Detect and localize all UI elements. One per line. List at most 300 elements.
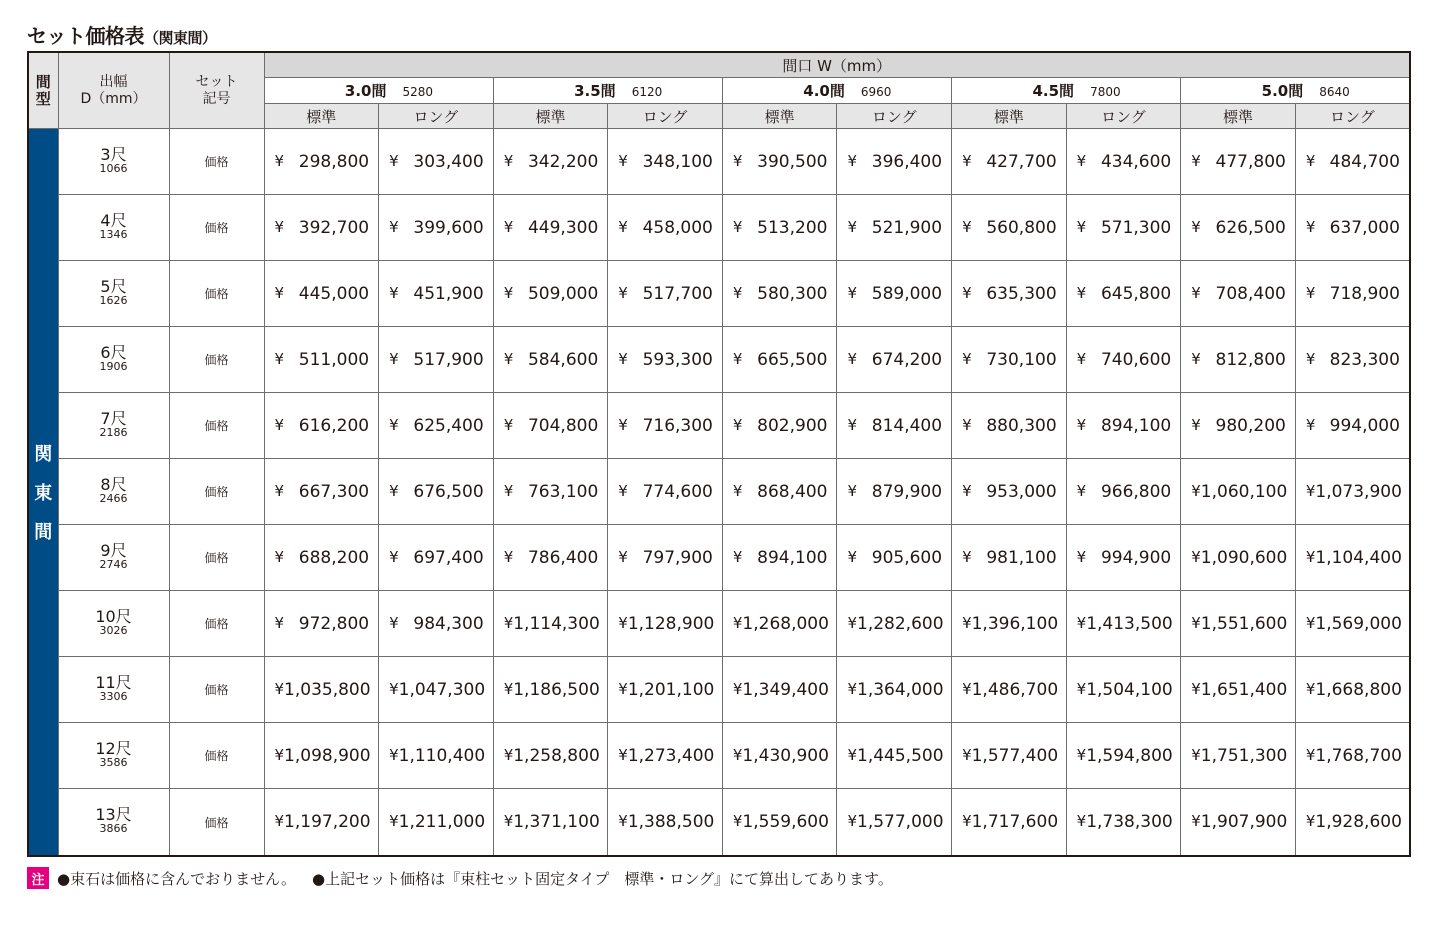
price-amount: 513,200 <box>757 217 828 238</box>
yen-sign: ¥ <box>962 745 972 764</box>
price-amount: 1,258,800 <box>513 745 600 766</box>
price-wrap <box>1067 152 1181 172</box>
price-cell <box>1181 459 1296 525</box>
yen-sign: ¥ <box>1076 679 1087 698</box>
price-amount: 458,000 <box>642 217 713 238</box>
price-wrap <box>1067 680 1181 700</box>
table-row <box>28 591 1410 657</box>
yen-sign: ¥ <box>1191 151 1201 170</box>
price-amount: 1,035,800 <box>284 679 371 700</box>
price-cell <box>493 393 608 459</box>
price-amount: 517,700 <box>642 283 713 304</box>
depth-col-header <box>58 52 169 129</box>
size-mm: 8640 <box>1319 85 1350 99</box>
price-amount: 445,000 <box>298 283 370 304</box>
depth-shaku: 8尺 <box>100 474 127 494</box>
yen-sign: ¥ <box>962 812 972 831</box>
price-wrap <box>1181 680 1295 700</box>
price-amount: 1,430,900 <box>742 745 829 766</box>
price-wrap <box>1296 152 1409 172</box>
depth-shaku: 7尺 <box>100 408 127 428</box>
price-wrap <box>608 482 722 502</box>
price-cell <box>608 657 723 723</box>
price-wrap <box>265 746 379 766</box>
price-wrap <box>494 284 608 304</box>
price-cell <box>379 393 494 459</box>
price-amount: 1,211,000 <box>398 812 486 833</box>
price-amount: 1,738,300 <box>1086 812 1173 833</box>
depth-shaku: 9尺 <box>100 540 127 560</box>
yen-sign: ¥ <box>618 481 628 500</box>
price-cell <box>264 393 379 459</box>
depth-mm: 2466 <box>99 491 128 505</box>
price-amount: 511,000 <box>298 349 370 370</box>
table-row <box>28 393 1410 459</box>
yen-sign: ¥ <box>618 547 628 566</box>
yen-sign: ¥ <box>1076 547 1087 566</box>
header-row-1 <box>28 52 1410 78</box>
yen-sign: ¥ <box>274 481 285 500</box>
price-cell <box>1181 525 1296 591</box>
price-cell <box>379 657 494 723</box>
yen-sign: ¥ <box>618 151 628 170</box>
price-amount: 593,300 <box>642 349 713 370</box>
price-wrap <box>952 152 1066 172</box>
price-wrap <box>837 218 951 238</box>
price-amount: 342,200 <box>527 151 599 172</box>
yen-sign: ¥ <box>1076 481 1087 500</box>
price-cell <box>493 591 608 657</box>
price-cell <box>493 789 608 856</box>
price-wrap <box>723 152 837 172</box>
price-cell <box>1066 195 1181 261</box>
price-amount: 348,100 <box>642 151 713 172</box>
size-header <box>264 78 493 104</box>
yen-sign: ¥ <box>274 283 285 302</box>
price-amount: 688,200 <box>298 547 370 568</box>
price-cell <box>1181 261 1296 327</box>
price-cell <box>493 525 608 591</box>
set-label-cell: 価格 <box>169 195 264 261</box>
price-cell <box>264 261 379 327</box>
price-wrap <box>379 746 493 766</box>
price-cell <box>722 195 837 261</box>
yen-sign: ¥ <box>1076 151 1087 170</box>
yen-sign: ¥ <box>1191 217 1201 236</box>
yen-sign: ¥ <box>503 415 514 434</box>
yen-sign: ¥ <box>847 283 858 302</box>
price-wrap <box>1067 812 1181 832</box>
price-wrap <box>608 812 722 832</box>
region-label <box>29 440 58 544</box>
price-wrap <box>1296 680 1409 700</box>
yen-sign: ¥ <box>389 283 399 302</box>
price-amount: 1,577,000 <box>857 812 944 833</box>
price-wrap <box>494 548 608 568</box>
price-wrap <box>952 680 1066 700</box>
table-row <box>28 327 1410 393</box>
yen-sign: ¥ <box>962 613 972 632</box>
price-wrap <box>1296 482 1409 502</box>
price-amount: 797,900 <box>642 547 713 568</box>
price-wrap <box>723 812 837 832</box>
price-amount: 868,400 <box>757 481 828 502</box>
price-wrap <box>837 482 951 502</box>
price-amount: 1,060,100 <box>1200 481 1288 502</box>
price-amount: 637,000 <box>1329 217 1400 238</box>
price-cell <box>1295 525 1410 591</box>
price-amount: 1,201,100 <box>627 679 715 700</box>
set-label-cell: 価格 <box>169 327 264 393</box>
price-wrap <box>494 416 608 436</box>
variant-standard-header: 標準 <box>722 104 837 129</box>
set-label-cell: 価格 <box>169 393 264 459</box>
variant-long-header: ロング <box>1295 104 1410 129</box>
price-cell <box>1295 591 1410 657</box>
set-label-cell: 価格 <box>169 261 264 327</box>
yen-sign: ¥ <box>1305 812 1316 831</box>
price-amount: 1,047,300 <box>398 679 486 700</box>
price-cell <box>1295 327 1410 393</box>
yen-sign: ¥ <box>732 481 743 500</box>
depth-shaku: 11尺 <box>95 672 132 692</box>
yen-sign: ¥ <box>1305 679 1316 698</box>
price-wrap <box>608 614 722 634</box>
price-amount: 665,500 <box>757 349 828 370</box>
price-amount: 718,900 <box>1329 283 1400 304</box>
depth-cell <box>58 393 169 459</box>
variant-long-header: ロング <box>379 104 494 129</box>
price-amount: 740,600 <box>1100 349 1172 370</box>
yen-sign: ¥ <box>389 349 399 368</box>
price-cell <box>1181 327 1296 393</box>
price-wrap <box>1067 350 1181 370</box>
price-amount: 396,400 <box>871 151 943 172</box>
price-cell <box>264 195 379 261</box>
note-mark: 注 <box>27 867 49 889</box>
price-cell <box>837 723 952 789</box>
yen-sign: ¥ <box>847 547 858 566</box>
price-wrap <box>1181 482 1295 502</box>
price-wrap <box>494 482 608 502</box>
yen-sign: ¥ <box>274 349 285 368</box>
price-wrap <box>723 218 837 238</box>
price-cell <box>1295 393 1410 459</box>
depth-shaku: 13尺 <box>95 805 132 825</box>
price-cell <box>264 657 379 723</box>
price-amount: 517,900 <box>413 349 484 370</box>
depth-mm: 2746 <box>99 557 128 571</box>
price-amount: 1,445,500 <box>857 745 944 766</box>
yen-sign: ¥ <box>1076 349 1087 368</box>
depth-cell <box>58 459 169 525</box>
size-ken: 4.5間 <box>1032 82 1075 100</box>
price-amount: 708,400 <box>1215 283 1286 304</box>
price-amount: 1,486,700 <box>971 679 1059 700</box>
price-cell <box>264 723 379 789</box>
price-cell <box>1066 129 1181 195</box>
yen-sign: ¥ <box>1191 679 1201 698</box>
price-wrap <box>1181 548 1295 568</box>
price-cell <box>722 393 837 459</box>
yen-sign: ¥ <box>503 613 514 632</box>
yen-sign: ¥ <box>1191 283 1201 302</box>
price-wrap <box>608 746 722 766</box>
price-wrap <box>608 548 722 568</box>
price-amount: 1,668,800 <box>1315 679 1402 700</box>
price-amount: 392,700 <box>298 217 370 238</box>
table-row <box>28 789 1410 856</box>
yen-sign: ¥ <box>962 547 972 566</box>
price-wrap <box>265 350 379 370</box>
depth-cell <box>58 129 169 195</box>
table-row <box>28 459 1410 525</box>
price-cell <box>379 789 494 856</box>
yen-sign: ¥ <box>732 812 743 831</box>
price-wrap <box>1181 152 1295 172</box>
price-amount: 894,100 <box>1100 415 1172 436</box>
yen-sign: ¥ <box>1305 349 1316 368</box>
price-amount: 1,768,700 <box>1315 745 1402 766</box>
size-mm: 6120 <box>631 85 663 99</box>
set-label-cell: 価格 <box>169 459 264 525</box>
price-amount: 1,110,400 <box>398 745 486 766</box>
depth-cell <box>58 195 169 261</box>
price-amount: 1,396,100 <box>971 613 1059 634</box>
region-char: 間 <box>34 522 53 543</box>
price-cell <box>1295 723 1410 789</box>
price-cell <box>379 459 494 525</box>
price-amount: 616,200 <box>298 415 370 436</box>
price-cell <box>952 591 1067 657</box>
price-amount: 1,128,900 <box>627 613 715 634</box>
price-amount: 1,371,100 <box>513 812 600 833</box>
price-cell <box>837 657 952 723</box>
price-amount: 676,500 <box>413 481 484 502</box>
price-cell <box>608 723 723 789</box>
note-text-2: ●上記セット価格は『束柱セット固定タイプ 標準・ロング』にて算出してあります。 <box>312 869 893 888</box>
yen-sign: ¥ <box>1191 812 1201 831</box>
price-wrap <box>608 218 722 238</box>
depth-shaku: 12尺 <box>95 738 132 758</box>
price-cell <box>837 525 952 591</box>
region-col-header <box>28 52 58 129</box>
size-header <box>1181 78 1410 104</box>
yen-sign: ¥ <box>1191 481 1201 500</box>
price-amount: 1,282,600 <box>857 613 944 634</box>
region-char: 東 <box>34 483 53 504</box>
price-cell <box>1295 789 1410 856</box>
price-wrap <box>608 152 722 172</box>
yen-sign: ¥ <box>732 679 743 698</box>
yen-sign: ¥ <box>1305 481 1316 500</box>
price-cell <box>264 789 379 856</box>
price-amount: 786,400 <box>527 547 599 568</box>
yen-sign: ¥ <box>1076 613 1087 632</box>
price-cell <box>1066 789 1181 856</box>
yen-sign: ¥ <box>1191 415 1201 434</box>
depth-cell <box>58 591 169 657</box>
price-cell <box>722 657 837 723</box>
price-cell <box>952 525 1067 591</box>
yen-sign: ¥ <box>1076 217 1087 236</box>
price-cell <box>608 459 723 525</box>
price-amount: 994,000 <box>1329 415 1400 436</box>
price-cell <box>1181 393 1296 459</box>
price-wrap <box>723 548 837 568</box>
price-cell <box>1181 789 1296 856</box>
title-sub: （関東間） <box>144 29 217 47</box>
price-wrap <box>837 284 951 304</box>
price-amount: 1,114,300 <box>513 613 600 634</box>
depth-cell <box>58 327 169 393</box>
price-cell <box>379 129 494 195</box>
price-wrap <box>608 416 722 436</box>
set-label-cell: 価格 <box>169 789 264 856</box>
price-amount: 697,400 <box>413 547 484 568</box>
yen-sign: ¥ <box>389 415 399 434</box>
price-amount: 1,197,200 <box>284 812 371 833</box>
price-wrap <box>265 152 379 172</box>
depth-cell <box>58 723 169 789</box>
price-amount: 905,600 <box>871 547 943 568</box>
price-amount: 823,300 <box>1329 349 1400 370</box>
yen-sign: ¥ <box>389 679 399 698</box>
price-amount: 716,300 <box>642 415 713 436</box>
price-wrap <box>723 482 837 502</box>
price-amount: 1,090,600 <box>1200 547 1288 568</box>
price-cell <box>952 789 1067 856</box>
size-mm: 5280 <box>402 85 434 99</box>
price-amount: 802,900 <box>757 415 828 436</box>
price-wrap <box>837 152 951 172</box>
price-cell <box>493 459 608 525</box>
price-cell <box>952 393 1067 459</box>
price-amount: 509,000 <box>527 283 599 304</box>
yen-sign: ¥ <box>962 349 972 368</box>
yen-sign: ¥ <box>962 151 972 170</box>
size-mm: 7800 <box>1090 85 1121 99</box>
yen-sign: ¥ <box>274 151 285 170</box>
price-wrap <box>608 284 722 304</box>
page-title <box>27 20 217 49</box>
price-wrap <box>379 812 493 832</box>
price-amount: 981,100 <box>986 547 1057 568</box>
price-wrap <box>952 218 1066 238</box>
footnote <box>27 867 893 889</box>
depth-shaku: 6尺 <box>100 342 127 362</box>
size-ken: 4.0間 <box>803 82 845 100</box>
yen-sign: ¥ <box>503 481 514 500</box>
yen-sign: ¥ <box>1076 812 1087 831</box>
price-amount: 1,104,400 <box>1315 547 1402 568</box>
price-cell <box>493 657 608 723</box>
yen-sign: ¥ <box>962 283 972 302</box>
price-wrap <box>1296 614 1409 634</box>
price-wrap <box>952 614 1066 634</box>
price-cell <box>608 129 723 195</box>
price-wrap <box>1296 284 1409 304</box>
price-wrap <box>379 350 493 370</box>
yen-sign: ¥ <box>1076 283 1087 302</box>
yen-sign: ¥ <box>1305 613 1316 632</box>
yen-sign: ¥ <box>1305 217 1316 236</box>
yen-sign: ¥ <box>618 217 628 236</box>
price-cell <box>1066 261 1181 327</box>
price-cell <box>493 723 608 789</box>
yen-sign: ¥ <box>274 812 285 831</box>
price-wrap <box>494 680 608 700</box>
set-label-cell: 価格 <box>169 657 264 723</box>
price-wrap <box>723 284 837 304</box>
price-amount: 1,928,600 <box>1315 812 1402 833</box>
price-wrap <box>1067 482 1181 502</box>
price-wrap <box>1067 416 1181 436</box>
price-cell <box>379 195 494 261</box>
price-cell <box>837 591 952 657</box>
price-amount: 774,600 <box>642 481 713 502</box>
yen-sign: ¥ <box>618 613 628 632</box>
price-wrap <box>379 680 493 700</box>
price-wrap <box>723 680 837 700</box>
price-cell <box>1181 723 1296 789</box>
price-amount: 812,800 <box>1215 349 1286 370</box>
price-wrap <box>1181 746 1295 766</box>
price-wrap <box>379 218 493 238</box>
price-cell <box>1295 261 1410 327</box>
yen-sign: ¥ <box>847 415 858 434</box>
price-wrap <box>952 482 1066 502</box>
yen-sign: ¥ <box>732 547 743 566</box>
yen-sign: ¥ <box>618 679 628 698</box>
depth-cell <box>58 261 169 327</box>
size-ken: 3.5間 <box>574 82 616 100</box>
price-cell <box>722 789 837 856</box>
price-amount: 584,600 <box>527 349 599 370</box>
variant-long-header: ロング <box>837 104 952 129</box>
price-amount: 1,504,100 <box>1086 679 1173 700</box>
price-cell <box>952 327 1067 393</box>
price-wrap <box>1067 746 1181 766</box>
price-cell <box>722 327 837 393</box>
yen-sign: ¥ <box>732 349 743 368</box>
price-cell <box>1295 657 1410 723</box>
price-amount: 994,900 <box>1100 547 1172 568</box>
yen-sign: ¥ <box>274 217 285 236</box>
price-amount: 427,700 <box>986 151 1057 172</box>
variant-standard-header: 標準 <box>493 104 608 129</box>
price-cell <box>264 327 379 393</box>
price-amount: 580,300 <box>757 283 828 304</box>
price-amount: 1,569,000 <box>1315 613 1402 634</box>
price-cell <box>1295 195 1410 261</box>
price-wrap <box>608 350 722 370</box>
price-cell <box>837 789 952 856</box>
price-amount: 298,800 <box>298 151 370 172</box>
size-ken: 5.0間 <box>1261 82 1304 100</box>
price-wrap <box>1067 218 1181 238</box>
note-text-1: ●束石は価格に含んでおりません。 <box>57 869 296 888</box>
depth-mm: 1346 <box>99 227 128 241</box>
yen-sign: ¥ <box>389 812 399 831</box>
price-cell <box>952 657 1067 723</box>
yen-sign: ¥ <box>618 349 628 368</box>
price-wrap <box>265 812 379 832</box>
price-wrap <box>723 416 837 436</box>
yen-sign: ¥ <box>1191 745 1201 764</box>
set-label-cell: 価格 <box>169 129 264 195</box>
price-cell <box>952 195 1067 261</box>
